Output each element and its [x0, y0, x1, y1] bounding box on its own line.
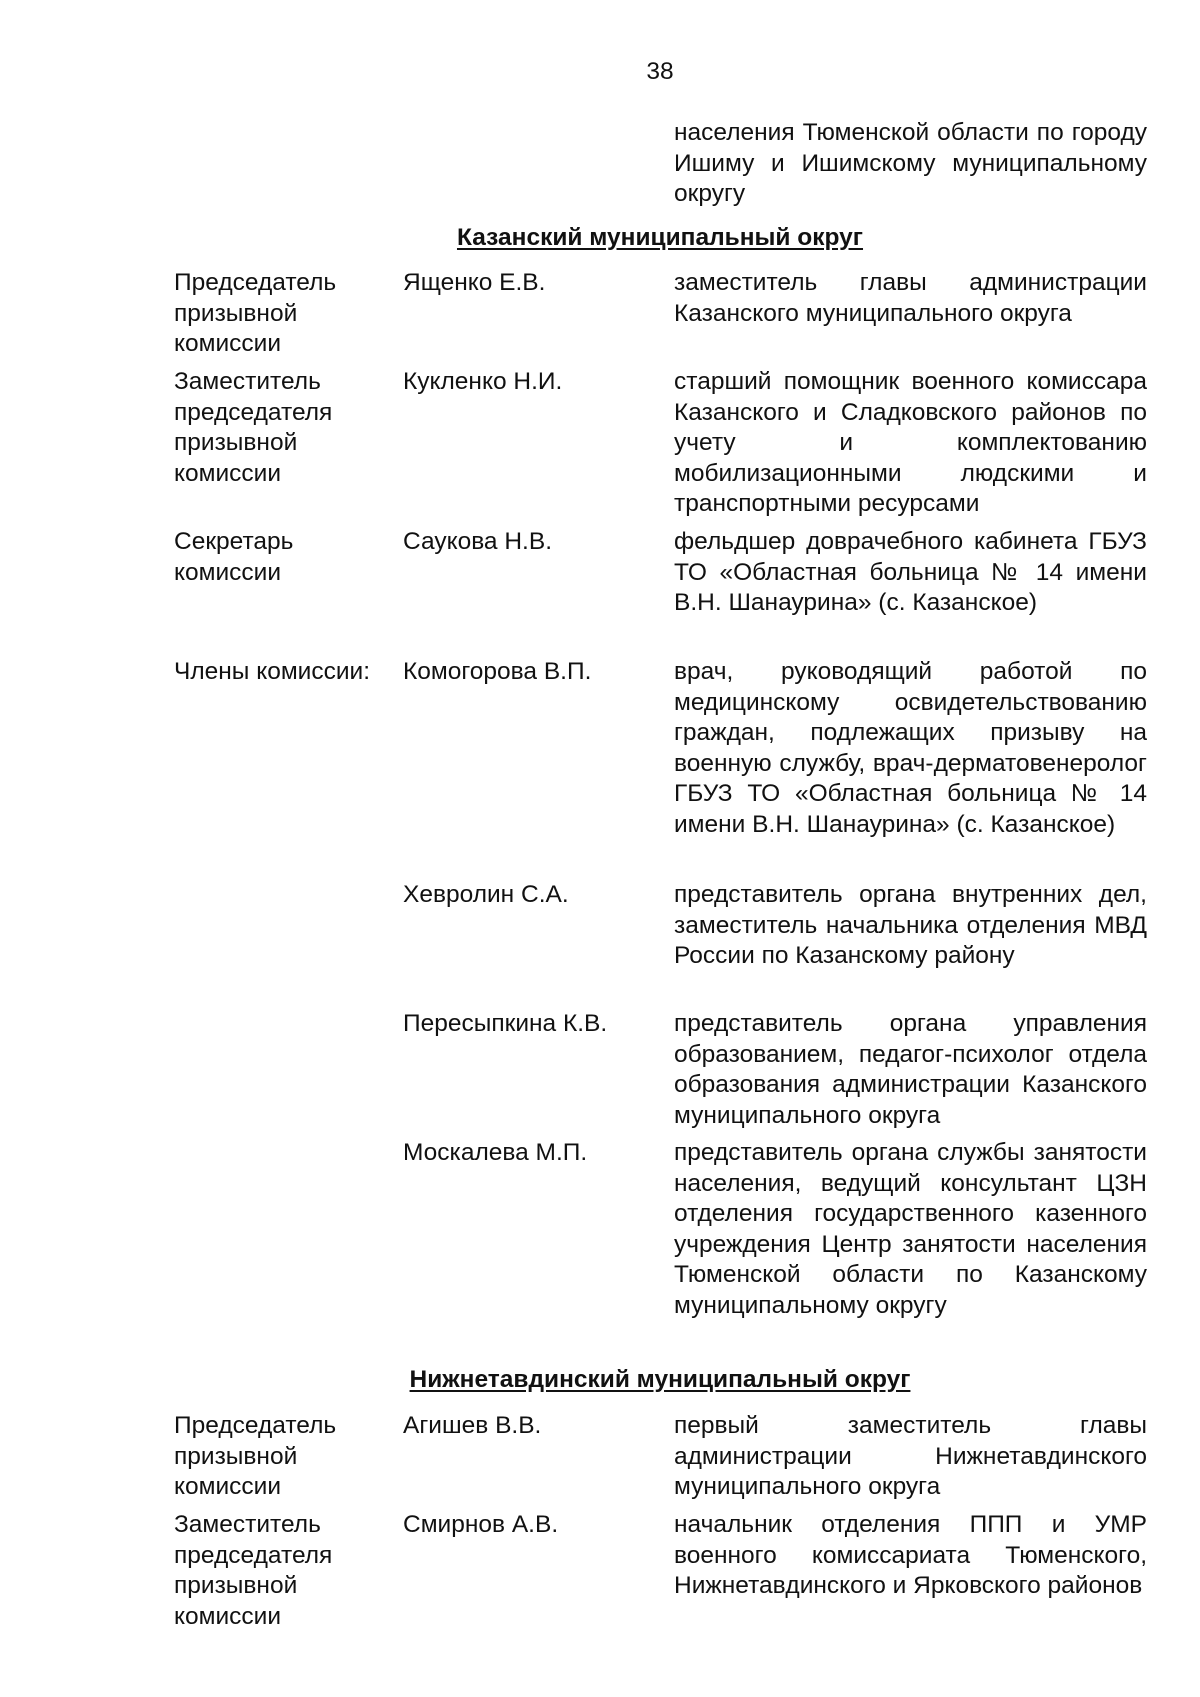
member-position: первый заместитель главы администрации Нижнетавдинского муниципального округа — [674, 1412, 1147, 1500]
member-role: Председатель призывной комиссии — [174, 269, 337, 357]
member-name: Комогорова В.П. — [403, 658, 592, 685]
member-role: Заместитель председателя призывной комиссии — [174, 368, 333, 487]
member-name: Саукова Н.В. — [403, 528, 553, 555]
continuation-text: населения Тюменской области по городу Ишиму и Ишимскому муниципальному округу — [674, 119, 1147, 207]
page-number: 38 — [646, 58, 674, 85]
member-name: Кукленко Н.И. — [403, 368, 563, 395]
member-position: старший помощник военного комиссара Казанского и Сладковского районов по учету и комплектованию мобилизационными людскими и транспортными ресурсами — [674, 368, 1147, 517]
section-heading-kazansky: Казанский муниципальный округ — [456, 224, 864, 251]
section-heading-nizhnetavdinsky: Нижнетавдинский муниципальный округ — [409, 1366, 911, 1393]
member-name: Хевролин С.А. — [403, 881, 569, 908]
member-position: представитель органа внутренних дел, заместитель начальника отделения МВД России по Казанскому району — [674, 881, 1147, 969]
member-position: фельдшер доврачебного кабинета ГБУЗ ТО «Областная больница № 14 имени В.Н. Шанаурина» (с. Казанское) — [674, 528, 1147, 616]
member-role: Председатель призывной комиссии — [174, 1412, 337, 1500]
member-name: Смирнов А.В. — [403, 1511, 559, 1538]
member-name: Москалева М.П. — [403, 1139, 588, 1166]
member-role: Секретарь комиссии — [174, 528, 294, 586]
member-position: врач, руководящий работой по медицинскому освидетельствованию граждан, подлежащих призыву на военную службу, врач-дерматовенеролог ГБУЗ ТО «Областная больница № 14 имени В.Н. Шанаурина» (с. Казанское) — [674, 658, 1147, 838]
member-position: представитель органа службы занятости населения, ведущий консультант ЦЗН отделения государственного казенного учреждения Центр занятости населения Тюменской области по Казанскому муниципальному округу — [674, 1139, 1147, 1319]
member-position: заместитель главы администрации Казанского муниципального округа — [674, 269, 1147, 327]
member-name: Агишев В.В. — [403, 1412, 542, 1439]
member-role: Заместитель председателя призывной комиссии — [174, 1511, 333, 1630]
member-role: Члены комиссии: — [174, 658, 371, 685]
member-position: представитель органа управления образованием, педагог-психолог отдела образования администрации Казанского муниципального округа — [674, 1010, 1147, 1129]
member-name: Пересыпкина К.В. — [403, 1010, 608, 1037]
member-name: Ященко Е.В. — [403, 269, 546, 296]
member-position: начальник отделения ППП и УМР военного комиссариата Тюменского, Нижнетавдинского и Ярковского районов — [674, 1511, 1147, 1599]
